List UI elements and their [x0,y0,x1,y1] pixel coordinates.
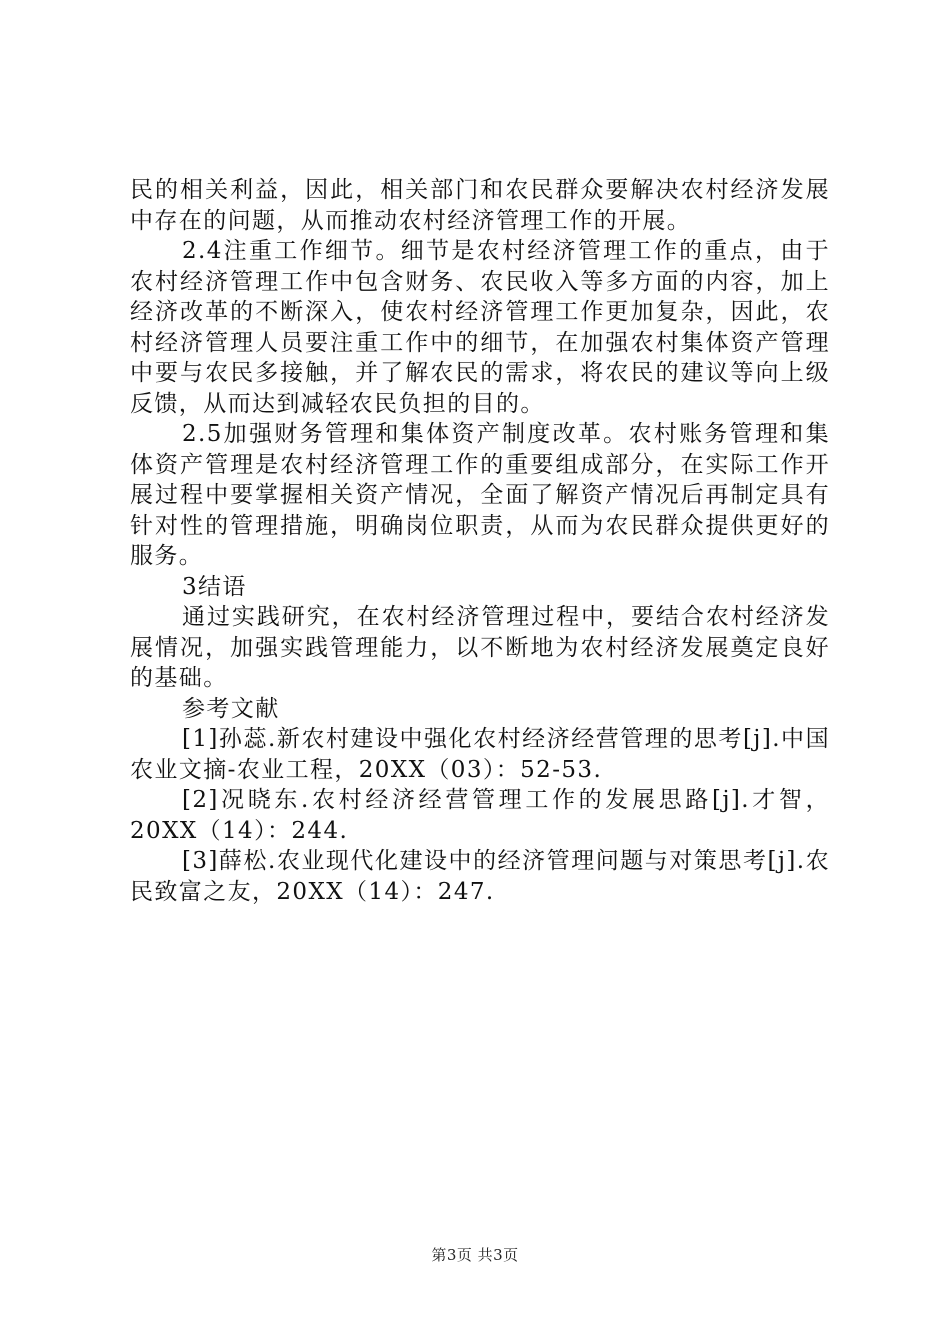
document-body [130,175,830,907]
conclusion-paragraph: 通过实践研究，在农村经济管理过程中，要结合农村经济发展情况，加强实践管理能力，以不断地为农村经济发展奠定良好的基础。 [130,604,830,691]
paragraph-section-2-4: 2.4注重工作细节。细节是农村经济管理工作的重点，由于农村经济管理工作中包含财务、农民收入等多方面的内容，加上经济改革的不断深入，使农村经济管理工作更加复杂，因此，农村经济管理人员要注重工作中的细节，在加强农村集体资产管理中要与农民多接触，并了解农民的需求，将农民的建议等向上级反馈，从而达到减轻农民负担的目的。 [130,238,830,417]
paragraph-continuation: 民的相关利益，因此，相关部门和农民群众要解决农村经济发展中存在的问题，从而推动农村经济管理工作的开展。 [130,177,830,234]
reference-item-1: [1]孙蕊.新农村建设中强化农村经济经营管理的思考[j].中国农业文摘-农业工程，20XX（03）：52-53. [130,726,830,783]
references-heading: 参考文献 [182,695,280,722]
reference-item-3: [3]薛松.农业现代化建设中的经济管理问题与对策思考[j].农民致富之友，20XX（14）：247. [130,848,830,905]
conclusion-heading: 3结语 [182,573,247,600]
reference-item-2: [2]况晓东.农村经济经营管理工作的发展思路[j].才智，20XX（14）：244. [130,787,830,844]
paragraph-section-2-5: 2.5加强财务管理和集体资产制度改革。农村账务管理和集体资产管理是农村经济管理工作的重要组成部分，在实际工作开展过程中要掌握相关资产情况，全面了解资产情况后再制定具有针对性的管理措施，明确岗位职责，从而为农民群众提供更好的服务。 [130,421,830,569]
page-footer: 第3页 共3页 [431,1246,519,1264]
